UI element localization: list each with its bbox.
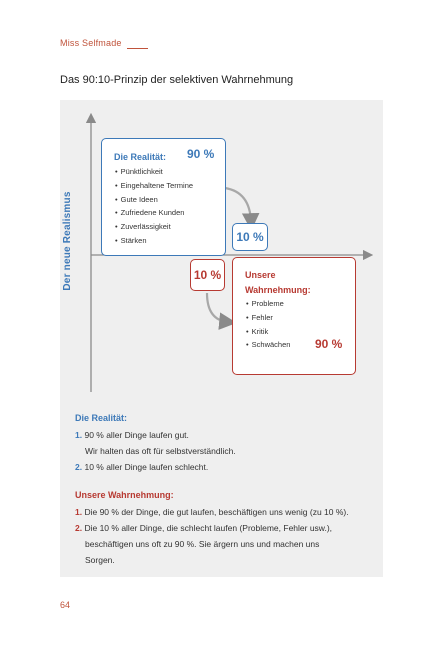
legend-reality-item-1: [75, 430, 189, 440]
perception-small-percent-box: 10 %: [190, 259, 225, 291]
legend-reality-heading: Die Realität:: [75, 413, 128, 423]
arrow-10-to-perception: [207, 293, 228, 322]
item-number: 1.: [75, 430, 83, 440]
list-item: • Zuverlässigkeit: [115, 220, 193, 234]
item-number: 2.: [75, 523, 83, 533]
legend-reality-item-1-cont: Wir halten das oft für selbstverständlich.: [85, 446, 236, 456]
perception-box-percent: 90 %: [315, 337, 343, 351]
book-title-header: Miss Selfmade: [60, 38, 122, 48]
item-text: 10 % aller Dinge laufen schlecht.: [84, 462, 209, 472]
legend-perception-heading: Unsere Wahrnehmung:: [75, 490, 174, 500]
page-title: Das 90:10-Prinzip der selektiven Wahrnehmung: [60, 74, 294, 86]
list-item: • Eingehaltene Termine: [115, 179, 193, 193]
legend-reality-item-2: [75, 462, 208, 472]
perception-items-list: [246, 297, 290, 352]
list-item: • Fehler: [246, 311, 290, 325]
list-item: • Stärken: [115, 234, 193, 248]
legend-perception-item-2-cont: beschäftigen uns oft zu 90 %. Sie ärgern uns und machen uns: [85, 539, 320, 549]
list-item: • Probleme: [246, 297, 290, 311]
reality-box-title: Die Realität:: [114, 152, 167, 162]
reality-box: [101, 138, 226, 256]
list-item: • Zufriedene Kunden: [115, 206, 193, 220]
item-number: 1.: [75, 507, 83, 517]
perception-box-title-line1: Unsere: [245, 270, 276, 280]
perception-box-title-line2: Wahrnehmung:: [245, 285, 311, 295]
legend-perception-item-2-cont: Sorgen.: [85, 555, 115, 565]
legend-perception-item-1: [75, 507, 349, 517]
list-item: • Schwächen: [246, 338, 290, 352]
item-text: Die 90 % der Dinge, die gut laufen, beschäftigen uns wenig (zu 10 %).: [84, 507, 349, 517]
item-text: Die 10 % aller Dinge, die schlecht laufen (Probleme, Fehler usw.),: [84, 523, 333, 533]
list-item: • Kritik: [246, 325, 290, 339]
item-text: 90 % aller Dinge laufen gut.: [84, 430, 189, 440]
list-item: • Gute Ideen: [115, 193, 193, 207]
perception-box: [232, 257, 356, 375]
y-axis-label: Der neue Realismus: [62, 191, 73, 291]
arrow-reality-to-10: [225, 188, 251, 222]
list-item: • Pünktlichkeit: [115, 165, 193, 179]
item-number: 2.: [75, 462, 83, 472]
reality-small-percent-box: 10 %: [232, 223, 268, 251]
reality-box-percent: 90 %: [187, 147, 215, 161]
legend-perception-item-2: [75, 523, 332, 533]
reality-items-list: [115, 165, 193, 248]
page-number: 64: [60, 600, 71, 610]
